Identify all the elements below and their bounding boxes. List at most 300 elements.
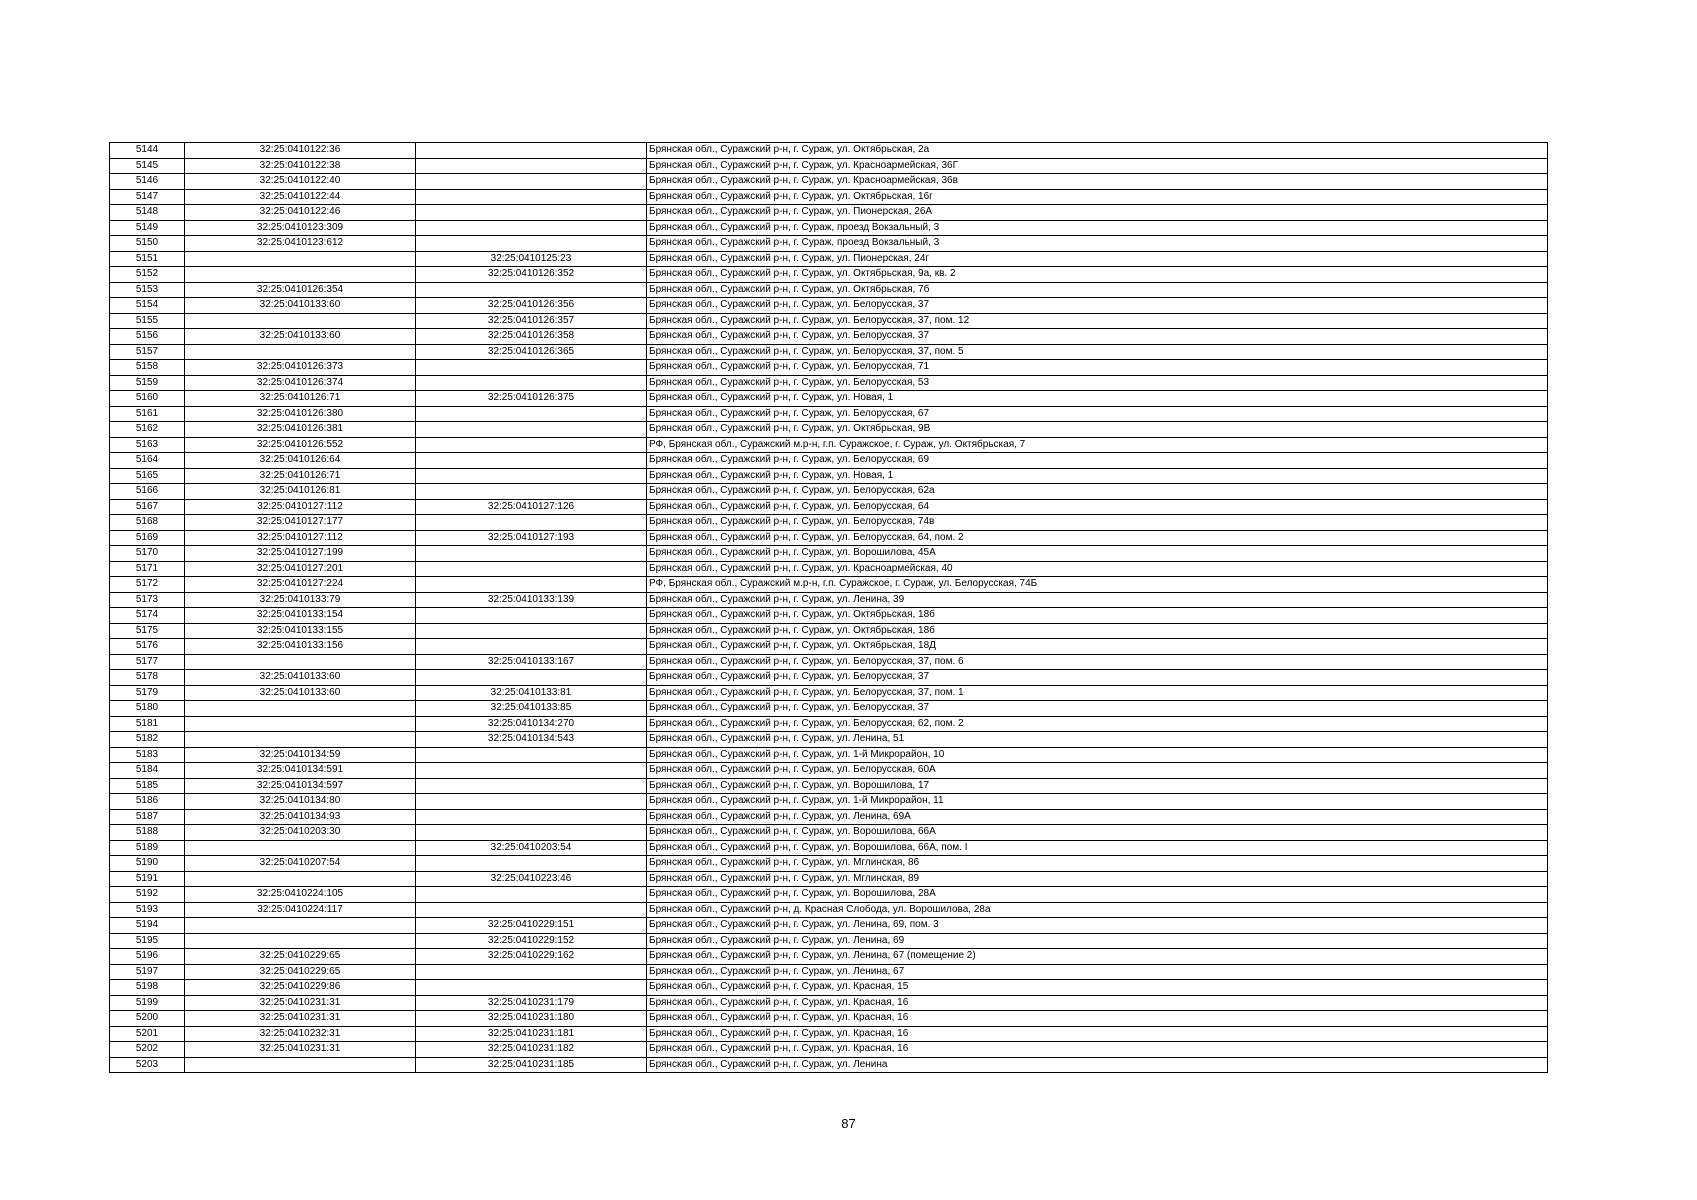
building-number-cell xyxy=(416,189,647,205)
cadastral-number-cell: 32:25:0410126:64 xyxy=(185,453,416,469)
building-number-cell xyxy=(416,484,647,500)
cadastral-number-cell xyxy=(185,267,416,283)
building-number-cell: 32:25:0410223:46 xyxy=(416,871,647,887)
row-number-cell: 5183 xyxy=(110,747,185,763)
building-number-cell: 32:25:0410126:358 xyxy=(416,329,647,345)
table-row xyxy=(110,546,1548,562)
table-row xyxy=(110,763,1548,779)
row-number-cell: 5146 xyxy=(110,174,185,190)
building-number-cell xyxy=(416,453,647,469)
address-cell: Брянская обл., Суражский р-н, г. Сураж, ул. Ленина, 39 xyxy=(647,592,1548,608)
cadastral-number-cell: 32:25:0410133:60 xyxy=(185,298,416,314)
row-number-cell: 5165 xyxy=(110,468,185,484)
table-row xyxy=(110,391,1548,407)
cadastral-number-cell xyxy=(185,344,416,360)
row-number-cell: 5194 xyxy=(110,918,185,934)
building-number-cell xyxy=(416,577,647,593)
table-row xyxy=(110,732,1548,748)
address-cell: Брянская обл., Суражский р-н, г. Сураж, ул. Ворошилова, 17 xyxy=(647,778,1548,794)
table-row xyxy=(110,623,1548,639)
table-row xyxy=(110,406,1548,422)
building-number-cell xyxy=(416,158,647,174)
table-row xyxy=(110,887,1548,903)
building-number-cell xyxy=(416,360,647,376)
row-number-cell: 5156 xyxy=(110,329,185,345)
table-row xyxy=(110,282,1548,298)
row-number-cell: 5173 xyxy=(110,592,185,608)
address-cell: Брянская обл., Суражский р-н, г. Сураж, ул. Ленина, 67 xyxy=(647,964,1548,980)
cadastral-number-cell: 32:25:0410126:380 xyxy=(185,406,416,422)
table-row xyxy=(110,747,1548,763)
table-row xyxy=(110,143,1548,159)
cadastral-number-cell: 32:25:0410229:86 xyxy=(185,980,416,996)
table-row xyxy=(110,344,1548,360)
page-number: 87 xyxy=(841,1116,856,1131)
building-number-cell: 32:25:0410203:54 xyxy=(416,840,647,856)
table-row xyxy=(110,561,1548,577)
building-number-cell: 32:25:0410229:152 xyxy=(416,933,647,949)
cadastral-number-cell: 32:25:0410127:112 xyxy=(185,530,416,546)
table-row xyxy=(110,592,1548,608)
row-number-cell: 5159 xyxy=(110,375,185,391)
row-number-cell: 5184 xyxy=(110,763,185,779)
address-cell: Брянская обл., Суражский р-н, г. Сураж, ул. Мглинская, 86 xyxy=(647,856,1548,872)
row-number-cell: 5168 xyxy=(110,515,185,531)
row-number-cell: 5192 xyxy=(110,887,185,903)
row-number-cell: 5177 xyxy=(110,654,185,670)
row-number-cell: 5188 xyxy=(110,825,185,841)
row-number-cell: 5145 xyxy=(110,158,185,174)
building-number-cell xyxy=(416,902,647,918)
cadastral-number-cell: 32:25:0410133:154 xyxy=(185,608,416,624)
cadastral-number-cell: 32:25:0410232:31 xyxy=(185,1026,416,1042)
building-number-cell xyxy=(416,747,647,763)
cadastral-number-cell xyxy=(185,716,416,732)
row-number-cell: 5151 xyxy=(110,251,185,267)
address-cell: Брянская обл., Суражский р-н, г. Сураж, ул. Октябрьская, 2а xyxy=(647,143,1548,159)
address-cell: Брянская обл., Суражский р-н, г. Сураж, ул. Октябрьская, 18б xyxy=(647,608,1548,624)
table-row xyxy=(110,174,1548,190)
building-number-cell xyxy=(416,220,647,236)
building-number-cell: 32:25:0410134:270 xyxy=(416,716,647,732)
cadastral-number-cell: 32:25:0410127:177 xyxy=(185,515,416,531)
address-cell: Брянская обл., Суражский р-н, г. Сураж, ул. Новая, 1 xyxy=(647,468,1548,484)
address-cell: Брянская обл., Суражский р-н, г. Сураж, ул. Ленина, 69 xyxy=(647,933,1548,949)
row-number-cell: 5158 xyxy=(110,360,185,376)
address-cell: Брянская обл., Суражский р-н, г. Сураж, ул. Белорусская, 71 xyxy=(647,360,1548,376)
building-number-cell xyxy=(416,763,647,779)
cadastral-number-cell xyxy=(185,313,416,329)
address-cell: Брянская обл., Суражский р-н, г. Сураж, ул. 1-й Микрорайон, 11 xyxy=(647,794,1548,810)
table-row xyxy=(110,654,1548,670)
row-number-cell: 5196 xyxy=(110,949,185,965)
building-number-cell: 32:25:0410133:139 xyxy=(416,592,647,608)
row-number-cell: 5170 xyxy=(110,546,185,562)
table-row xyxy=(110,856,1548,872)
row-number-cell: 5178 xyxy=(110,670,185,686)
cadastral-number-cell: 32:25:0410134:80 xyxy=(185,794,416,810)
table-row xyxy=(110,422,1548,438)
row-number-cell: 5198 xyxy=(110,980,185,996)
row-number-cell: 5163 xyxy=(110,437,185,453)
building-number-cell xyxy=(416,282,647,298)
row-number-cell: 5203 xyxy=(110,1057,185,1073)
cadastral-number-cell: 32:25:0410122:46 xyxy=(185,205,416,221)
address-cell: Брянская обл., Суражский р-н, г. Сураж, ул. Красная, 16 xyxy=(647,995,1548,1011)
cadastral-number-cell xyxy=(185,871,416,887)
address-cell: Брянская обл., Суражский р-н, д. Красная Слобода, ул. Ворошилова, 28а xyxy=(647,902,1548,918)
cadastral-number-cell: 32:25:0410133:60 xyxy=(185,670,416,686)
row-number-cell: 5172 xyxy=(110,577,185,593)
row-number-cell: 5162 xyxy=(110,422,185,438)
cadastral-number-cell xyxy=(185,933,416,949)
cadastral-number-cell: 32:25:0410229:65 xyxy=(185,949,416,965)
table-row xyxy=(110,995,1548,1011)
building-number-cell: 32:25:0410231:182 xyxy=(416,1042,647,1058)
building-number-cell xyxy=(416,205,647,221)
address-cell: Брянская обл., Суражский р-н, г. Сураж, ул. Белорусская, 37 xyxy=(647,329,1548,345)
building-number-cell: 32:25:0410127:193 xyxy=(416,530,647,546)
building-number-cell: 32:25:0410133:85 xyxy=(416,701,647,717)
cadastral-number-cell: 32:25:0410229:65 xyxy=(185,964,416,980)
address-cell: Брянская обл., Суражский р-н, г. Сураж, ул. Ленина, 69, пом. 3 xyxy=(647,918,1548,934)
address-cell: Брянская обл., Суражский р-н, г. Сураж, ул. Ворошилова, 45А xyxy=(647,546,1548,562)
table-row xyxy=(110,794,1548,810)
row-number-cell: 5176 xyxy=(110,639,185,655)
address-cell: Брянская обл., Суражский р-н, г. Сураж, ул. Мглинская, 89 xyxy=(647,871,1548,887)
row-number-cell: 5201 xyxy=(110,1026,185,1042)
address-cell: Брянская обл., Суражский р-н, г. Сураж, ул. Ленина, 51 xyxy=(647,732,1548,748)
row-number-cell: 5144 xyxy=(110,143,185,159)
cadastral-number-cell: 32:25:0410126:71 xyxy=(185,468,416,484)
address-cell: Брянская обл., Суражский р-н, г. Сураж, ул. Белорусская, 64, пом. 2 xyxy=(647,530,1548,546)
table-row xyxy=(110,453,1548,469)
cadastral-number-cell: 32:25:0410122:40 xyxy=(185,174,416,190)
address-cell: Брянская обл., Суражский р-н, г. Сураж, ул. Ворошилова, 28А xyxy=(647,887,1548,903)
table-row xyxy=(110,1026,1548,1042)
address-cell: Брянская обл., Суражский р-н, г. Сураж, ул. Октябрьская, 18б xyxy=(647,623,1548,639)
building-number-cell: 32:25:0410133:167 xyxy=(416,654,647,670)
cadastral-number-cell: 32:25:0410123:612 xyxy=(185,236,416,252)
building-number-cell: 32:25:0410126:357 xyxy=(416,313,647,329)
address-cell: Брянская обл., Суражский р-н, г. Сураж, ул. Красная, 16 xyxy=(647,1011,1548,1027)
cadastral-number-cell: 32:25:0410126:81 xyxy=(185,484,416,500)
building-number-cell xyxy=(416,670,647,686)
building-number-cell xyxy=(416,468,647,484)
table-row xyxy=(110,825,1548,841)
cadastral-number-cell: 32:25:0410127:224 xyxy=(185,577,416,593)
building-number-cell xyxy=(416,375,647,391)
address-cell: Брянская обл., Суражский р-н, г. Сураж, ул. Красноармейская, 40 xyxy=(647,561,1548,577)
address-cell: Брянская обл., Суражский р-н, г. Сураж, ул. Белорусская, 60А xyxy=(647,763,1548,779)
cadastral-number-cell: 32:25:0410122:38 xyxy=(185,158,416,174)
building-number-cell xyxy=(416,143,647,159)
table-row xyxy=(110,949,1548,965)
row-number-cell: 5175 xyxy=(110,623,185,639)
table-row xyxy=(110,778,1548,794)
row-number-cell: 5200 xyxy=(110,1011,185,1027)
address-cell: РФ, Брянская обл., Суражский м.р-н, г.п. Суражское, г. Сураж, ул. Октябрьская, 7 xyxy=(647,437,1548,453)
cadastral-number-cell: 32:25:0410126:71 xyxy=(185,391,416,407)
address-cell: Брянская обл., Суражский р-н, г. Сураж, ул. Красноармейская, 36в xyxy=(647,174,1548,190)
building-number-cell xyxy=(416,639,647,655)
cadastral-number-cell: 32:25:0410207:54 xyxy=(185,856,416,872)
building-number-cell xyxy=(416,623,647,639)
cadastral-number-cell: 32:25:0410133:60 xyxy=(185,685,416,701)
table-row xyxy=(110,1011,1548,1027)
address-cell: Брянская обл., Суражский р-н, г. Сураж, ул. Белорусская, 37, пом. 1 xyxy=(647,685,1548,701)
table-row xyxy=(110,639,1548,655)
address-cell: Брянская обл., Суражский р-н, г. Сураж, ул. Белорусская, 74в xyxy=(647,515,1548,531)
row-number-cell: 5164 xyxy=(110,453,185,469)
cadastral-number-cell: 32:25:0410231:31 xyxy=(185,1011,416,1027)
building-number-cell xyxy=(416,406,647,422)
cadastral-number-cell: 32:25:0410126:552 xyxy=(185,437,416,453)
row-number-cell: 5147 xyxy=(110,189,185,205)
row-number-cell: 5153 xyxy=(110,282,185,298)
address-cell: Брянская обл., Суражский р-н, г. Сураж, ул. Белорусская, 64 xyxy=(647,499,1548,515)
address-cell: Брянская обл., Суражский р-н, г. Сураж, ул. 1-й Микрорайон, 10 xyxy=(647,747,1548,763)
building-number-cell: 32:25:0410126:375 xyxy=(416,391,647,407)
row-number-cell: 5174 xyxy=(110,608,185,624)
cadastral-number-cell: 32:25:0410134:93 xyxy=(185,809,416,825)
table-row xyxy=(110,298,1548,314)
building-number-cell xyxy=(416,236,647,252)
row-number-cell: 5154 xyxy=(110,298,185,314)
table-row xyxy=(110,205,1548,221)
cadastral-number-cell: 32:25:0410231:31 xyxy=(185,995,416,1011)
address-cell: Брянская обл., Суражский р-н, г. Сураж, ул. Белорусская, 37, пом. 12 xyxy=(647,313,1548,329)
building-number-cell: 32:25:0410134:543 xyxy=(416,732,647,748)
cadastral-number-cell xyxy=(185,654,416,670)
table-row xyxy=(110,158,1548,174)
table-row xyxy=(110,329,1548,345)
address-cell: Брянская обл., Суражский р-н, г. Сураж, ул. Красноармейская, 36Г xyxy=(647,158,1548,174)
table-row xyxy=(110,964,1548,980)
table-row xyxy=(110,437,1548,453)
table-row xyxy=(110,220,1548,236)
table-row xyxy=(110,1057,1548,1073)
table-row xyxy=(110,375,1548,391)
table-row xyxy=(110,871,1548,887)
cadastral-number-cell xyxy=(185,840,416,856)
building-number-cell xyxy=(416,546,647,562)
address-cell: Брянская обл., Суражский р-н, г. Сураж, ул. Пионерская, 24г xyxy=(647,251,1548,267)
cadastral-number-cell: 32:25:0410231:31 xyxy=(185,1042,416,1058)
cadastral-number-cell: 32:25:0410122:44 xyxy=(185,189,416,205)
address-cell: РФ, Брянская обл., Суражский м.р-н, г.п. Суражское, г. Сураж, ул. Белорусская, 74Б xyxy=(647,577,1548,593)
cadastral-number-cell xyxy=(185,1057,416,1073)
row-number-cell: 5185 xyxy=(110,778,185,794)
row-number-cell: 5181 xyxy=(110,716,185,732)
cadastral-number-cell: 32:25:0410133:60 xyxy=(185,329,416,345)
table-row xyxy=(110,670,1548,686)
table-row xyxy=(110,902,1548,918)
row-number-cell: 5161 xyxy=(110,406,185,422)
building-number-cell: 32:25:0410126:365 xyxy=(416,344,647,360)
table-row xyxy=(110,468,1548,484)
building-number-cell: 32:25:0410133:81 xyxy=(416,685,647,701)
row-number-cell: 5180 xyxy=(110,701,185,717)
address-cell: Брянская обл., Суражский р-н, г. Сураж, ул. Октябрьская, 16г xyxy=(647,189,1548,205)
cadastral-number-cell: 32:25:0410133:155 xyxy=(185,623,416,639)
building-number-cell: 32:25:0410231:180 xyxy=(416,1011,647,1027)
cadastral-number-cell: 32:25:0410123:309 xyxy=(185,220,416,236)
cadastral-number-cell: 32:25:0410133:156 xyxy=(185,639,416,655)
cadastral-number-cell xyxy=(185,701,416,717)
row-number-cell: 5148 xyxy=(110,205,185,221)
row-number-cell: 5179 xyxy=(110,685,185,701)
building-number-cell xyxy=(416,561,647,577)
address-cell: Брянская обл., Суражский р-н, г. Сураж, ул. Красная, 16 xyxy=(647,1042,1548,1058)
building-number-cell: 32:25:0410231:185 xyxy=(416,1057,647,1073)
row-number-cell: 5182 xyxy=(110,732,185,748)
cadastral-number-cell: 32:25:0410224:117 xyxy=(185,902,416,918)
table-row xyxy=(110,685,1548,701)
row-number-cell: 5150 xyxy=(110,236,185,252)
building-number-cell: 32:25:0410126:356 xyxy=(416,298,647,314)
address-cell: Брянская обл., Суражский р-н, г. Сураж, ул. Ленина, 69А xyxy=(647,809,1548,825)
row-number-cell: 5186 xyxy=(110,794,185,810)
table-body xyxy=(110,143,1548,1073)
building-number-cell: 32:25:0410231:179 xyxy=(416,995,647,1011)
building-number-cell xyxy=(416,825,647,841)
address-cell: Брянская обл., Суражский р-н, г. Сураж, ул. Красная, 15 xyxy=(647,980,1548,996)
building-number-cell xyxy=(416,174,647,190)
address-cell: Брянская обл., Суражский р-н, г. Сураж, ул. Белорусская, 37 xyxy=(647,298,1548,314)
cadastral-number-cell xyxy=(185,918,416,934)
address-cell: Брянская обл., Суражский р-н, г. Сураж, ул. Белорусская, 67 xyxy=(647,406,1548,422)
row-number-cell: 5197 xyxy=(110,964,185,980)
row-number-cell: 5169 xyxy=(110,530,185,546)
row-number-cell: 5149 xyxy=(110,220,185,236)
address-cell: Брянская обл., Суражский р-н, г. Сураж, проезд Вокзальный, 3 xyxy=(647,236,1548,252)
address-cell: Брянская обл., Суражский р-н, г. Сураж, ул. Пионерская, 26А xyxy=(647,205,1548,221)
cadastral-table xyxy=(109,142,1548,1073)
table-row xyxy=(110,189,1548,205)
row-number-cell: 5155 xyxy=(110,313,185,329)
table-row xyxy=(110,313,1548,329)
cadastral-number-cell: 32:25:0410127:112 xyxy=(185,499,416,515)
row-number-cell: 5152 xyxy=(110,267,185,283)
table-row xyxy=(110,515,1548,531)
cadastral-number-cell: 32:25:0410224:105 xyxy=(185,887,416,903)
building-number-cell: 32:25:0410231:181 xyxy=(416,1026,647,1042)
cadastral-number-cell: 32:25:0410133:79 xyxy=(185,592,416,608)
cadastral-number-cell: 32:25:0410127:199 xyxy=(185,546,416,562)
address-cell: Брянская обл., Суражский р-н, г. Сураж, ул. Белорусская, 62а xyxy=(647,484,1548,500)
row-number-cell: 5195 xyxy=(110,933,185,949)
building-number-cell xyxy=(416,964,647,980)
cadastral-number-cell: 32:25:0410134:597 xyxy=(185,778,416,794)
building-number-cell: 32:25:0410125:23 xyxy=(416,251,647,267)
cadastral-number-cell: 32:25:0410126:381 xyxy=(185,422,416,438)
address-cell: Брянская обл., Суражский р-н, г. Сураж, ул. Октябрьская, 9а, кв. 2 xyxy=(647,267,1548,283)
cadastral-number-cell: 32:25:0410134:591 xyxy=(185,763,416,779)
building-number-cell xyxy=(416,422,647,438)
table-row xyxy=(110,701,1548,717)
cadastral-number-cell: 32:25:0410126:374 xyxy=(185,375,416,391)
cadastral-number-cell: 32:25:0410122:36 xyxy=(185,143,416,159)
address-cell: Брянская обл., Суражский р-н, г. Сураж, ул. Белорусская, 37 xyxy=(647,701,1548,717)
table-row xyxy=(110,484,1548,500)
building-number-cell xyxy=(416,809,647,825)
row-number-cell: 5187 xyxy=(110,809,185,825)
address-cell: Брянская обл., Суражский р-н, г. Сураж, ул. Белорусская, 53 xyxy=(647,375,1548,391)
address-cell: Брянская обл., Суражский р-н, г. Сураж, ул. Ворошилова, 66А xyxy=(647,825,1548,841)
table-row xyxy=(110,809,1548,825)
row-number-cell: 5171 xyxy=(110,561,185,577)
cadastral-number-cell: 32:25:0410134:59 xyxy=(185,747,416,763)
table-row xyxy=(110,577,1548,593)
address-cell: Брянская обл., Суражский р-н, г. Сураж, ул. Белорусская, 37, пом. 6 xyxy=(647,654,1548,670)
cadastral-number-cell: 32:25:0410126:373 xyxy=(185,360,416,376)
address-cell: Брянская обл., Суражский р-н, г. Сураж, ул. Ленина, 67 (помещение 2) xyxy=(647,949,1548,965)
building-number-cell xyxy=(416,608,647,624)
address-cell: Брянская обл., Суражский р-н, г. Сураж, ул. Белорусская, 62, пом. 2 xyxy=(647,716,1548,732)
row-number-cell: 5167 xyxy=(110,499,185,515)
address-cell: Брянская обл., Суражский р-н, г. Сураж, ул. Красная, 16 xyxy=(647,1026,1548,1042)
building-number-cell xyxy=(416,778,647,794)
table-row xyxy=(110,840,1548,856)
address-cell: Брянская обл., Суражский р-н, г. Сураж, ул. Белорусская, 37 xyxy=(647,670,1548,686)
cadastral-number-cell: 32:25:0410203:30 xyxy=(185,825,416,841)
building-number-cell xyxy=(416,856,647,872)
address-cell: Брянская обл., Суражский р-н, г. Сураж, ул. Октябрьская, 18Д xyxy=(647,639,1548,655)
building-number-cell xyxy=(416,794,647,810)
table-row xyxy=(110,530,1548,546)
address-cell: Брянская обл., Суражский р-н, г. Сураж, проезд Вокзальный, 3 xyxy=(647,220,1548,236)
table-row xyxy=(110,933,1548,949)
address-cell: Брянская обл., Суражский р-н, г. Сураж, ул. Белорусская, 37, пом. 5 xyxy=(647,344,1548,360)
table-row xyxy=(110,716,1548,732)
table-row xyxy=(110,251,1548,267)
table-row xyxy=(110,267,1548,283)
building-number-cell: 32:25:0410229:151 xyxy=(416,918,647,934)
address-cell: Брянская обл., Суражский р-н, г. Сураж, ул. Белорусская, 69 xyxy=(647,453,1548,469)
cadastral-number-cell xyxy=(185,732,416,748)
row-number-cell: 5191 xyxy=(110,871,185,887)
row-number-cell: 5199 xyxy=(110,995,185,1011)
building-number-cell: 32:25:0410127:126 xyxy=(416,499,647,515)
cadastral-number-cell: 32:25:0410126:354 xyxy=(185,282,416,298)
table-row xyxy=(110,918,1548,934)
building-number-cell xyxy=(416,980,647,996)
building-number-cell: 32:25:0410126:352 xyxy=(416,267,647,283)
table-row xyxy=(110,1042,1548,1058)
row-number-cell: 5193 xyxy=(110,902,185,918)
row-number-cell: 5160 xyxy=(110,391,185,407)
table-row xyxy=(110,236,1548,252)
row-number-cell: 5189 xyxy=(110,840,185,856)
cadastral-number-cell xyxy=(185,251,416,267)
row-number-cell: 5202 xyxy=(110,1042,185,1058)
address-cell: Брянская обл., Суражский р-н, г. Сураж, ул. Ворошилова, 66А, пом. I xyxy=(647,840,1548,856)
cadastral-number-cell: 32:25:0410127:201 xyxy=(185,561,416,577)
building-number-cell: 32:25:0410229:162 xyxy=(416,949,647,965)
row-number-cell: 5190 xyxy=(110,856,185,872)
address-cell: Брянская обл., Суражский р-н, г. Сураж, ул. Октябрьская, 9В xyxy=(647,422,1548,438)
table-row xyxy=(110,499,1548,515)
address-cell: Брянская обл., Суражский р-н, г. Сураж, ул. Ленина xyxy=(647,1057,1548,1073)
table-row xyxy=(110,608,1548,624)
building-number-cell xyxy=(416,515,647,531)
table-row xyxy=(110,360,1548,376)
address-cell: Брянская обл., Суражский р-н, г. Сураж, ул. Октябрьская, 7б xyxy=(647,282,1548,298)
address-cell: Брянская обл., Суражский р-н, г. Сураж, ул. Новая, 1 xyxy=(647,391,1548,407)
row-number-cell: 5166 xyxy=(110,484,185,500)
building-number-cell xyxy=(416,887,647,903)
